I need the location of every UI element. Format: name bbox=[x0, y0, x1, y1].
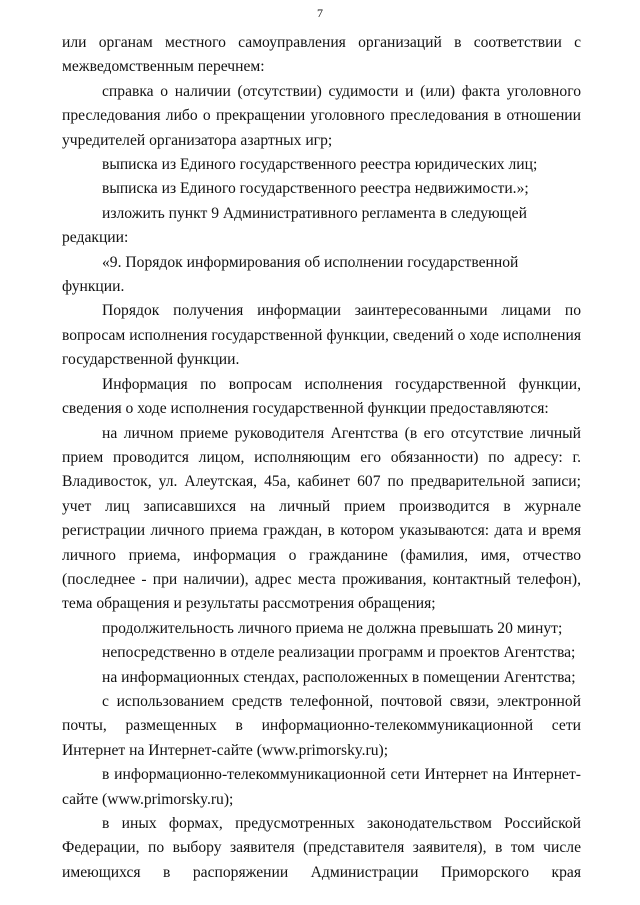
paragraph-interagency-list: или органам местного самоуправления организаций в соответствии с межведомственным перечнем: bbox=[62, 34, 581, 76]
paragraph-department-direct: непосредственно в отделе реализации программ и проектов Агентства; bbox=[102, 644, 576, 662]
paragraph-information-procedure: Порядок получения информации заинтересованными лицами по вопросам исполнения государственной функции, сведений о ходе исполнения государственной функции. bbox=[62, 302, 581, 369]
document-body bbox=[62, 31, 581, 885]
paragraph-real-estate-extract: выписка из Единого государственного реестра недвижимости.»; bbox=[102, 180, 529, 198]
paragraph-amend-clause-9: изложить пункт 9 Административного регламента в следующей редакции: bbox=[62, 204, 527, 247]
paragraph-personal-reception: на личном приеме руководителя Агентства (в его отсутствие личный прием проводится лицом, исполняющим его обязанности) по адресу: г. Владивосток, ул. Алеутская, 45а, кабинет 607 по предварительной записи; учет лиц записавшихся на личный прием производится в журнале регистрации личного приема граждан, в котором указываются: дата и время личного приема, информация о гражданине (фамилия, имя, отчество (последнее - при наличии), адрес места проживания, контактный телефон), тема обращения и результаты рассмотрения обращения; bbox=[62, 424, 581, 613]
paragraph-reception-duration: продолжительность личного приема не должна превышать 20 минут; bbox=[102, 619, 563, 637]
page-number: 7 bbox=[317, 6, 323, 20]
paragraph-phone-mail-email: с использованием средств телефонной, почтовой связи, электронной почты, размещенных в информационно-телекоммуникационной сети Интернет на Интернет-сайте (www.primorsky.ru); bbox=[62, 692, 581, 759]
paragraph-information-provided: Информация по вопросам исполнения государственной функции, сведения о ходе исполнения государственной функции предоставляются: bbox=[62, 375, 581, 418]
paragraph-internet-site: в информационно-телекоммуникационной сети Интернет на Интернет-сайте (www.primorsky.ru); bbox=[62, 766, 581, 808]
paragraph-legal-entities-extract: выписка из Единого государственного реестра юридических лиц; bbox=[102, 156, 538, 174]
paragraph-other-forms: в иных формах, предусмотренных законодательством Российской Федерации, по выбору заявителя (представителя заявителя), в том числе имеющихся в распоряжении Администрации Приморского края bbox=[62, 815, 581, 881]
paragraph-clause-9-title: «9. Порядок информирования об исполнении государственной функции. bbox=[62, 253, 519, 296]
paragraph-criminal-record-certificate: справка о наличии (отсутствии) судимости и (или) факта уголовного преследования либо о прекращении уголовного преследования в отношении учредителей организатора азартных игр; bbox=[62, 82, 581, 149]
paragraph-information-stands: на информационных стендах, расположенных в помещении Агентства; bbox=[102, 668, 576, 686]
